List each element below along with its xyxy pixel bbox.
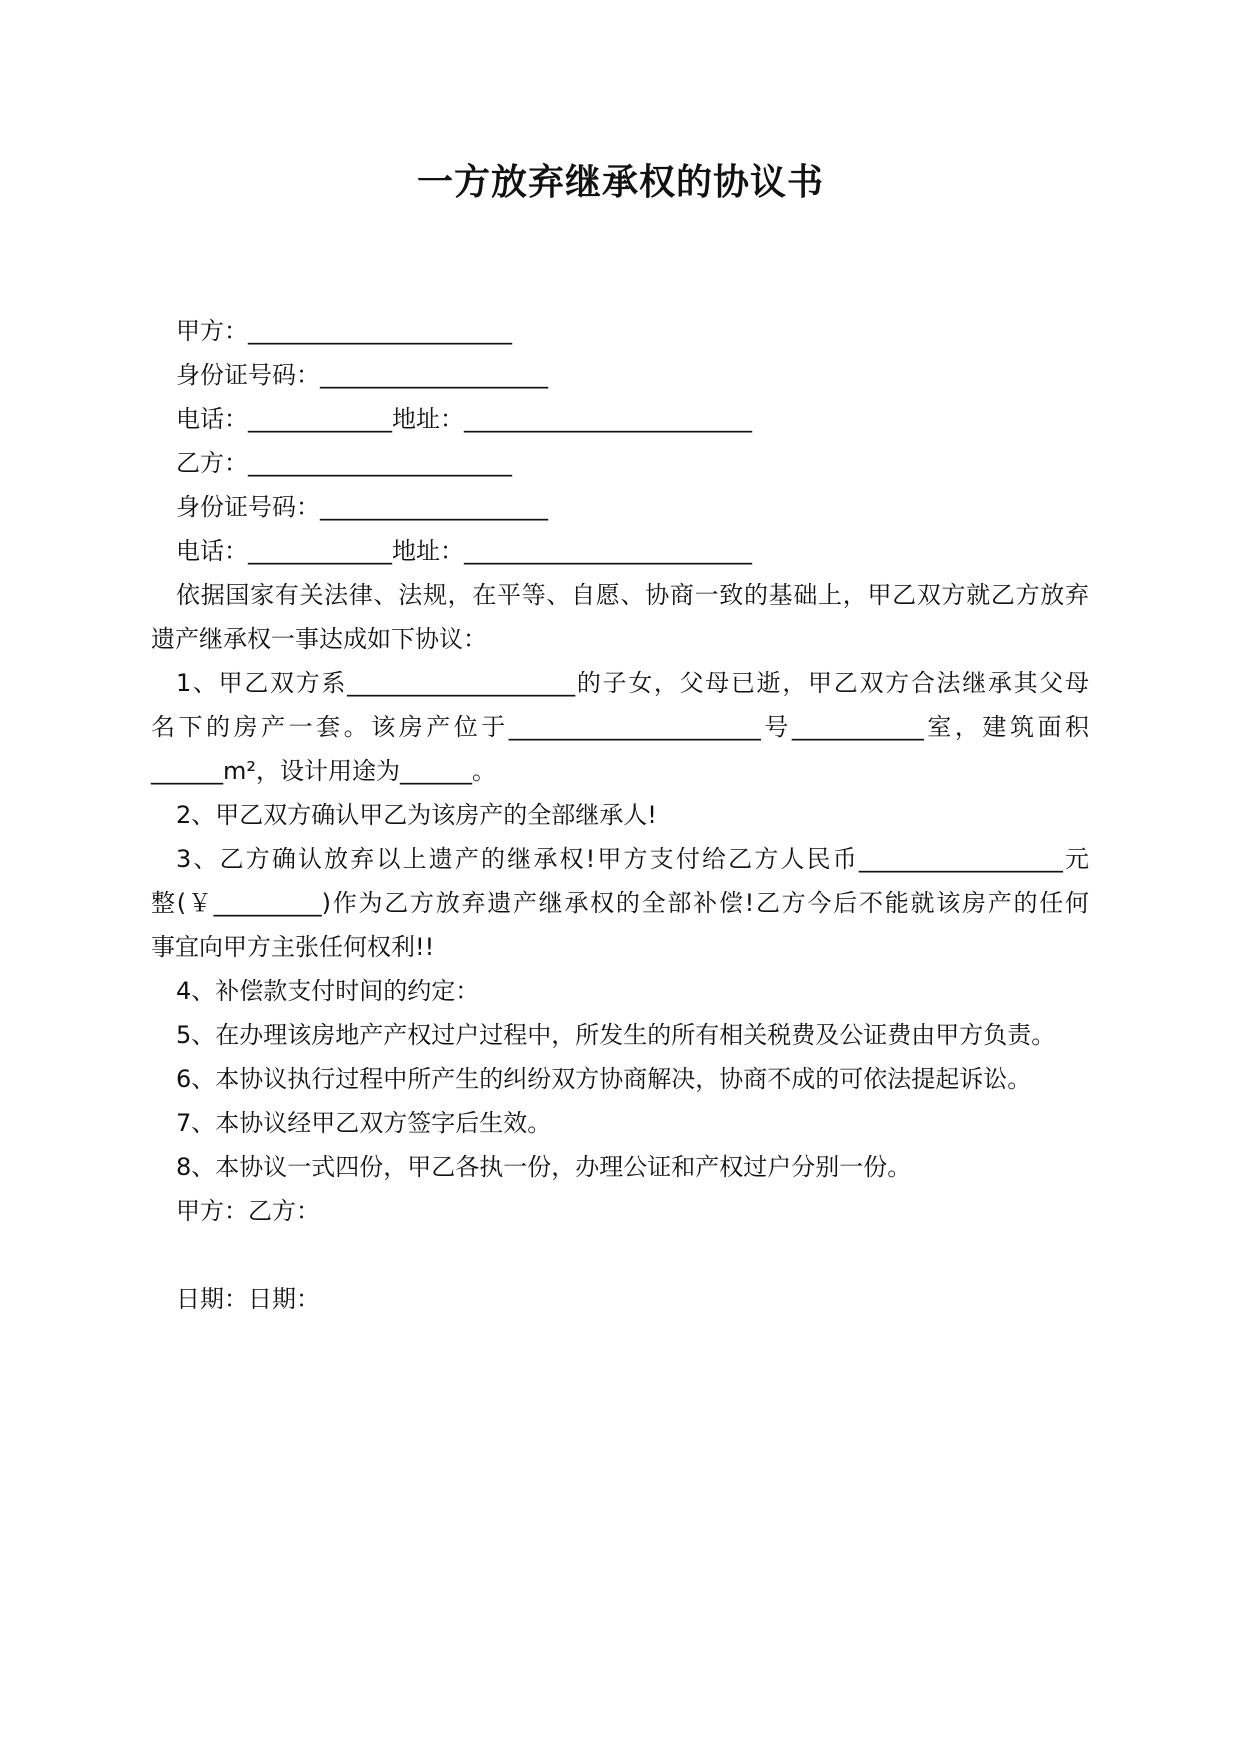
party-a-contact-line: 电话：____________地址：________________________ — [176, 405, 752, 433]
clause-3-line-1: 3、乙方确认放弃以上遗产的继承权!甲方支付给乙方人民币_________________元 — [176, 845, 1089, 873]
party-b-contact-line: 电话：____________地址：________________________ — [176, 537, 752, 565]
preamble-line-1: 依据国家有关法律、法规，在平等、自愿、协商一致的基础上，甲乙双方就乙方放弃 — [176, 581, 1089, 609]
clause-6: 6、本协议执行过程中所产生的纠纷双方协商解决，协商不成的可依法提起诉讼。 — [176, 1065, 1032, 1093]
clause-7: 7、本协议经甲乙双方签字后生效。 — [176, 1109, 552, 1137]
signature-line: 甲方：乙方： — [176, 1197, 320, 1225]
party-a-name-line: 甲方：______________________ — [176, 317, 512, 345]
clause-1-line-2: 名下的房产一套。该房产位于_____________________号___________室，建筑面积 — [151, 713, 1089, 741]
preamble-line-2: 遗产继承权一事达成如下协议： — [151, 625, 487, 653]
clause-1-line-3: ______m²，设计用途为______。 — [151, 757, 496, 785]
clause-3-line-3: 事宜向甲方主张任何权利!! — [151, 933, 435, 961]
clause-4: 4、补偿款支付时间的约定： — [176, 977, 480, 1005]
clause-2: 2、甲乙双方确认甲乙为该房产的全部继承人! — [176, 801, 657, 829]
clause-8: 8、本协议一式四份，甲乙各执一份，办理公证和产权过户分别一份。 — [176, 1153, 912, 1181]
party-b-id-line: 身份证号码：___________________ — [176, 493, 548, 521]
party-a-id-line: 身份证号码：___________________ — [176, 361, 548, 389]
date-line: 日期：日期： — [176, 1285, 320, 1313]
clause-3-line-2: 整(￥_________)作为乙方放弃遗产继承权的全部补偿!乙方今后不能就该房产的任何 — [151, 889, 1089, 917]
clause-5: 5、在办理该房地产产权过户过程中，所发生的所有相关税费及公证费由甲方负责。 — [176, 1021, 1056, 1049]
document-title: 一方放弃继承权的协议书 — [416, 162, 824, 203]
clause-1-line-1: 1、甲乙双方系___________________的子女，父母已逝，甲乙双方合法继承其父母 — [176, 669, 1089, 697]
party-b-name-line: 乙方：______________________ — [176, 449, 512, 477]
